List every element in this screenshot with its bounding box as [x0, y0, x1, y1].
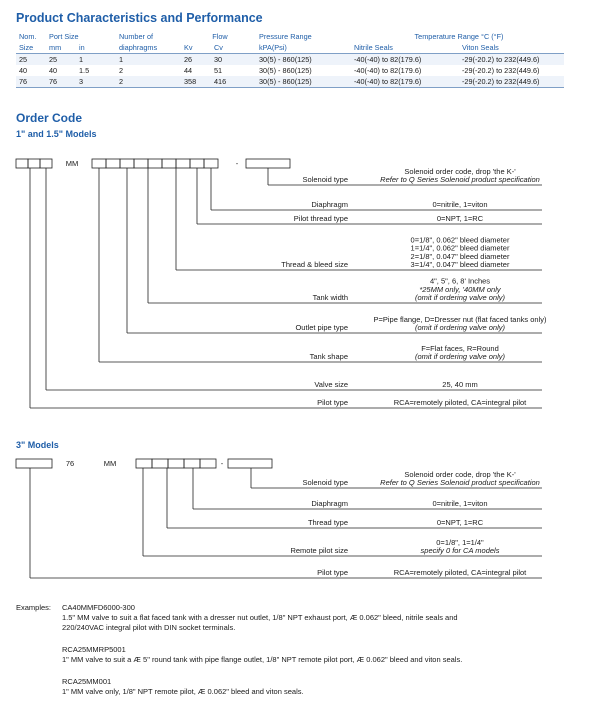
- table-cell: -40(-40) to 82(179.6): [351, 54, 459, 66]
- example-item: [62, 645, 462, 665]
- code-box: [168, 459, 184, 468]
- field-value: Refer to Q Series Solenoid product specification: [380, 478, 540, 487]
- field-name: Pilot type: [317, 568, 348, 577]
- example-desc: 1" MM valve only, 1/8" NPT remote pilot, Æ 0.062" bleed and viton seals.: [62, 687, 304, 696]
- table-cell: 2: [116, 76, 181, 88]
- code-box: [246, 159, 290, 168]
- table-header-row-1: [16, 31, 564, 42]
- table-row: [16, 54, 564, 66]
- field-value: 0=NPT, 1=RC: [436, 518, 484, 527]
- header-cell: Temperature Range °C (°F): [414, 32, 504, 41]
- field-value: 0=nitrile, 1=viton: [432, 499, 488, 508]
- table-cell: -40(-40) to 82(179.6): [351, 76, 459, 88]
- field-value: specify 0 for CA models: [420, 546, 500, 555]
- code-box: [204, 159, 218, 168]
- example-code: CA40MMFD6000-300: [62, 603, 135, 612]
- code-box: [16, 159, 28, 168]
- field-value: 3=1/4", 0.047" bleed diameter: [410, 260, 510, 269]
- field-value: Solenoid order code, drop 'the K-': [404, 166, 516, 176]
- code-box: [134, 159, 148, 168]
- example-desc: 1.5" MM valve to suit a flat faced tank with a dresser nut outlet, 1/8" NPT exhaust port, Æ 0.062" bleed, nitrile seals and: [62, 613, 458, 622]
- table-cell: 2: [119, 66, 124, 75]
- header-cell: Pressure Range: [259, 32, 312, 41]
- field-value: 25, 40 mm: [442, 380, 478, 389]
- header-cell: Flow: [212, 32, 228, 41]
- code-box: [184, 459, 200, 468]
- characteristics-table: [16, 31, 564, 88]
- example-code: RCA25MMRP5001: [62, 645, 126, 654]
- order-code-diagram-a: [0, 140, 595, 415]
- table-cell: 25: [16, 54, 46, 66]
- header-cell: Size: [16, 42, 46, 54]
- table-row: [16, 76, 564, 88]
- code-box: [190, 159, 204, 168]
- field-value: Refer to Q Series Solenoid product specification: [380, 175, 540, 184]
- code-prefix: MM: [103, 459, 117, 468]
- example-item: [62, 603, 458, 633]
- table-cell: 30(5) - 860(125): [256, 54, 351, 66]
- field-value: 0=nitrile, 1=viton: [432, 200, 488, 209]
- header-cell: mm: [46, 42, 76, 54]
- code-box: [106, 159, 120, 168]
- field-value: *25MM only, '40MM only: [419, 284, 501, 294]
- table-cell: 30: [211, 54, 256, 66]
- table-cell: 40: [49, 66, 58, 75]
- order-code-title: Order Code: [16, 111, 83, 125]
- table-row: [16, 65, 564, 76]
- field-value: (omit if ordering valve only): [414, 352, 506, 361]
- table-cell: 25: [46, 54, 76, 66]
- models-a-title: 1" and 1.5" Models: [16, 129, 97, 139]
- field-value: P=Pipe flange, D=Dresser nut (flat faced tanks only): [373, 314, 547, 324]
- table-cell: 3: [76, 76, 116, 88]
- code-box: [120, 159, 134, 168]
- field-value: 0=1/8", 1=1/4": [436, 537, 484, 547]
- code-box: [148, 159, 162, 168]
- field-name: Thread type: [307, 518, 348, 527]
- table-cell: 1: [116, 54, 181, 66]
- header-cell: Nom.: [19, 32, 37, 41]
- field-name: Outlet pipe type: [295, 323, 348, 332]
- field-value: Solenoid order code, drop 'the K-': [404, 469, 516, 479]
- example-code: RCA25MM001: [62, 677, 112, 686]
- field-value: RCA=remotely piloted, CA=integral pilot: [393, 568, 527, 577]
- table-cell: 416: [211, 76, 256, 88]
- field-name: Pilot type: [317, 398, 348, 407]
- code-box: [16, 459, 52, 468]
- header-cell: Number of: [119, 32, 154, 41]
- table-cell: -40(-40) to 82(179.6): [354, 66, 422, 75]
- code-box: [200, 459, 216, 468]
- code-prefix: MM: [65, 159, 79, 168]
- field-name: Thread & bleed size: [281, 260, 348, 269]
- code-box: [176, 159, 190, 168]
- field-name: Tank shape: [309, 352, 348, 361]
- example-item: [62, 677, 304, 697]
- field-value: 2=1/8", 0.047" bleed diameter: [410, 251, 510, 261]
- section-title: Product Characteristics and Performance: [16, 11, 263, 25]
- field-name: Diaphragm: [311, 499, 348, 508]
- example-desc: 220/240VAC integral pilot with DIN socket terminals.: [62, 623, 236, 632]
- field-name: Solenoid type: [302, 175, 348, 184]
- examples-label: Examples:: [16, 603, 52, 612]
- field-name: Diaphragm: [311, 200, 348, 209]
- code-box: [228, 459, 272, 468]
- table-cell: 51: [214, 66, 223, 75]
- table-cell: 30(5) - 860(125): [259, 66, 312, 75]
- table-cell: 76: [46, 76, 76, 88]
- header-cell: Kv: [181, 42, 211, 54]
- table-cell: -29(-20.2) to 232(449.6): [459, 54, 564, 66]
- header-cell: Cv: [211, 42, 256, 54]
- example-desc: 1" MM valve to suit a Æ 5" round tank with pipe flange outlet, 1/8" NPT remote pilot port, Æ 0.062" bleed and viton seals.: [62, 655, 463, 664]
- field-name: Solenoid type: [302, 478, 348, 487]
- table-cell: -29(-20.2) to 232(449.6): [459, 76, 564, 88]
- table-cell: 44: [184, 66, 193, 75]
- code-box: [136, 459, 152, 468]
- field-value: RCA=remotely piloted, CA=integral pilot: [393, 398, 527, 407]
- header-cell: in: [76, 42, 116, 54]
- code-box: [28, 159, 40, 168]
- field-name: Remote pilot size: [290, 546, 348, 555]
- field-value: 4", 5", 6, 8' Inches: [429, 276, 491, 286]
- table-cell: 26: [181, 54, 211, 66]
- order-code-diagram-b: [0, 452, 595, 582]
- table-cell: 1.5: [79, 66, 90, 75]
- field-value: (omit if ordering valve only): [414, 323, 506, 332]
- table-cell: 358: [181, 76, 211, 88]
- code-dash: -: [235, 159, 239, 168]
- header-cell: diaphragms: [116, 42, 181, 54]
- code-size: 76: [65, 459, 75, 468]
- header-cell: Viton Seals: [459, 42, 564, 54]
- field-value: 0=1/8", 0.062" bleed diameter: [410, 235, 510, 245]
- field-name: Pilot thread type: [293, 214, 348, 223]
- code-dash: -: [220, 459, 224, 468]
- header-cell: Nitrile Seals: [351, 42, 459, 54]
- code-box: [152, 459, 168, 468]
- header-cell: kPA(Psi): [256, 42, 351, 54]
- field-value: F=Flat faces, R=Round: [421, 343, 499, 353]
- field-value: 1=1/4", 0.062" bleed diameter: [410, 243, 510, 253]
- code-box: [162, 159, 176, 168]
- table-header-row-2: [16, 42, 564, 54]
- code-box: [40, 159, 52, 168]
- table-cell: -29(-20.2) to 232(449.6): [462, 66, 540, 75]
- table-cell: 1: [76, 54, 116, 66]
- table-cell: 76: [16, 76, 46, 88]
- table-cell: 30(5) - 860(125): [256, 76, 351, 88]
- header-cell: Port Size: [49, 32, 79, 41]
- field-value: (omit if ordering valve only): [414, 293, 506, 302]
- field-name: Tank width: [312, 293, 348, 302]
- field-name: Valve size: [314, 380, 348, 389]
- models-b-title: 3" Models: [16, 440, 59, 450]
- code-box: [92, 159, 106, 168]
- table-cell: 40: [19, 66, 28, 75]
- field-value: 0=NPT, 1=RC: [436, 214, 484, 223]
